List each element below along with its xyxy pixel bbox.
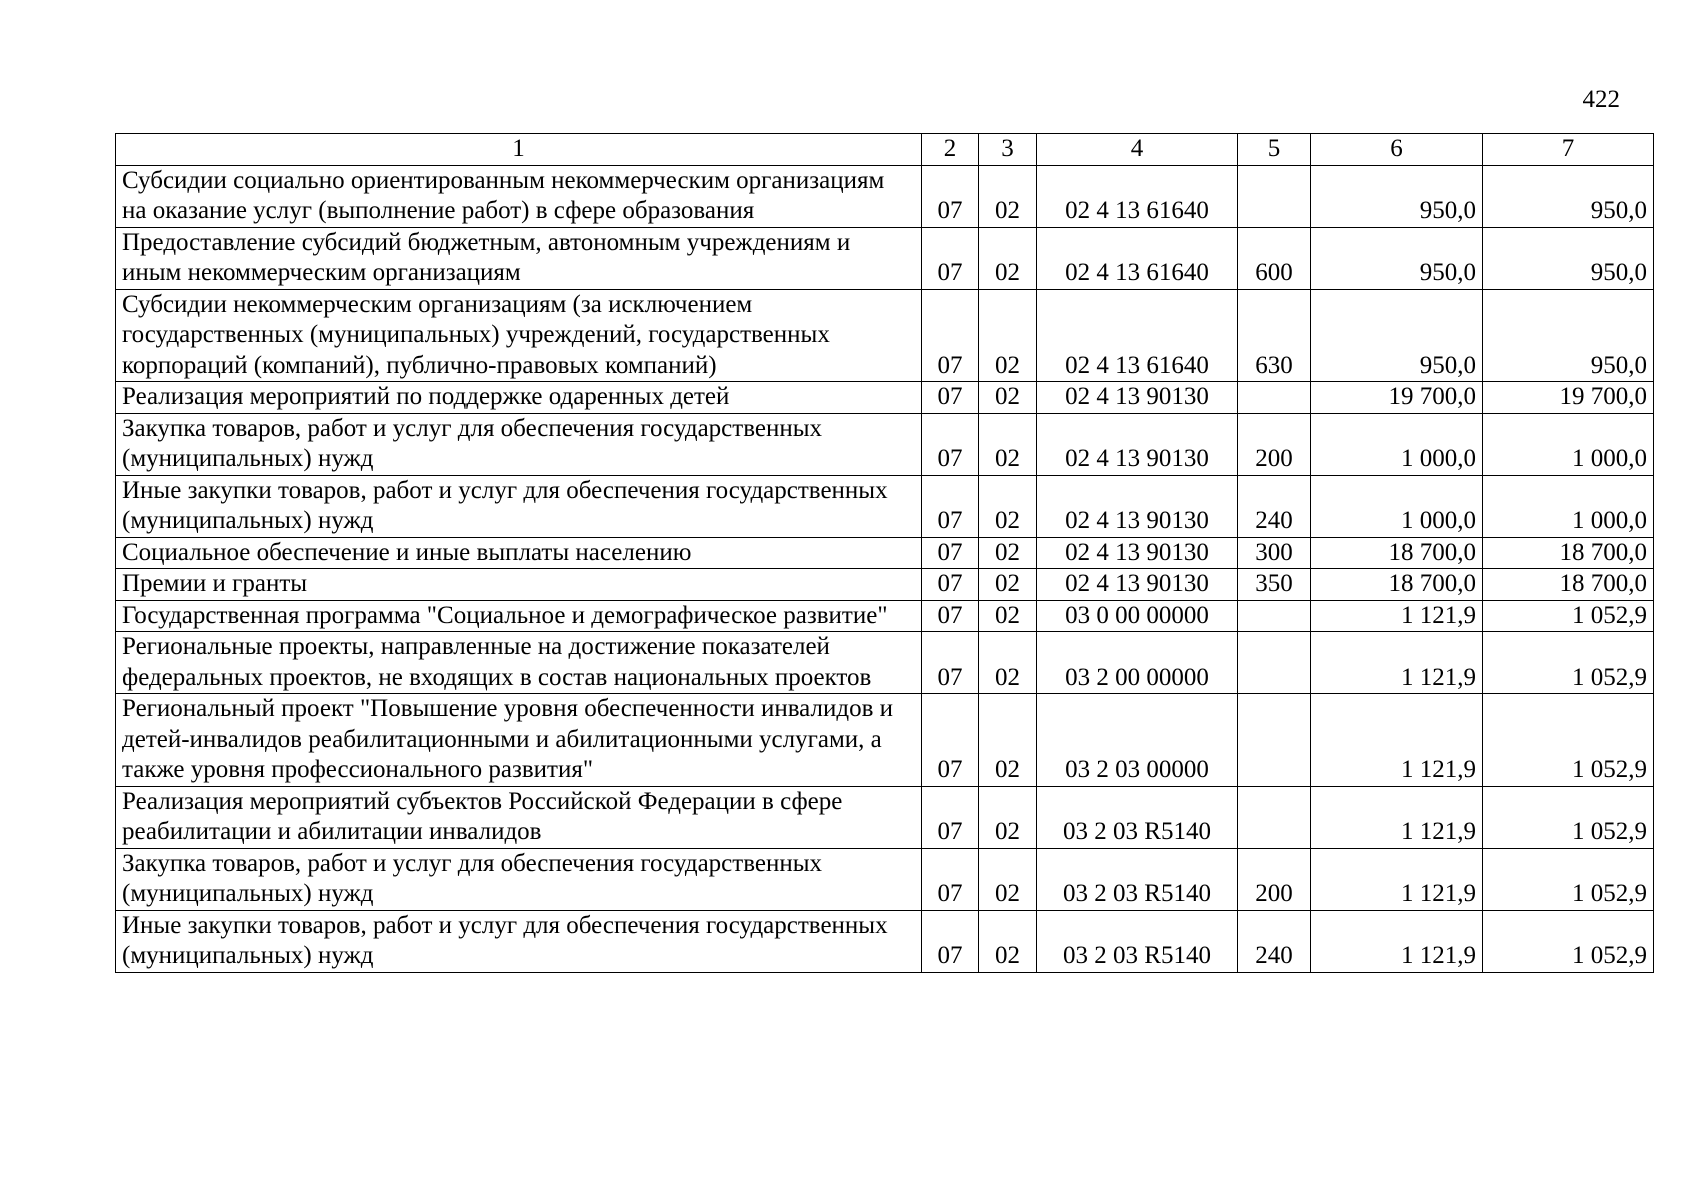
table-row [116,537,1654,569]
expense-type-cell: 240 [1238,910,1311,972]
amount-col6-cell: 1 121,9 [1311,694,1483,787]
section-code-cell: 07 [922,910,979,972]
page-number: 422 [1582,86,1620,113]
target-article-cell: 02 4 13 90130 [1037,475,1238,537]
expense-type-cell [1238,600,1311,632]
row-name-cell: Предоставление субсидий бюджетным, автономным учреждениям и иным некоммерческим организациям [116,227,922,289]
target-article-cell: 02 4 13 61640 [1037,289,1238,382]
expense-type-cell: 630 [1238,289,1311,382]
column-header-3: 3 [979,134,1037,166]
target-article-cell: 03 2 00 00000 [1037,632,1238,694]
section-code-cell: 07 [922,632,979,694]
column-header-2: 2 [922,134,979,166]
amount-col7-cell: 1 052,9 [1483,694,1654,787]
row-name-cell: Региональные проекты, направленные на достижение показателей федеральных проектов, не входящих в состав национальных проектов [116,632,922,694]
amount-col7-cell: 18 700,0 [1483,569,1654,601]
table-row [116,165,1654,227]
subsection-code-cell: 02 [979,165,1037,227]
amount-col6-cell: 19 700,0 [1311,382,1483,414]
expense-type-cell [1238,786,1311,848]
row-name-cell: Субсидии некоммерческим организациям (за исключением государственных (муниципальных) учреждений, государственных корпораций (компаний), публично-правовых компаний) [116,289,922,382]
expense-type-cell: 200 [1238,848,1311,910]
amount-col7-cell: 1 052,9 [1483,910,1654,972]
target-article-cell: 02 4 13 90130 [1037,537,1238,569]
target-article-cell: 03 0 00 00000 [1037,600,1238,632]
section-code-cell: 07 [922,600,979,632]
table-row [116,632,1654,694]
target-article-cell: 03 2 03 R5140 [1037,786,1238,848]
row-name-cell: Премии и гранты [116,569,922,601]
target-article-cell: 03 2 03 R5140 [1037,910,1238,972]
row-name-cell: Реализация мероприятий субъектов Российской Федерации в сфере реабилитации и абилитации инвалидов [116,786,922,848]
table-row [116,382,1654,414]
amount-col7-cell: 18 700,0 [1483,537,1654,569]
expense-type-cell [1238,382,1311,414]
section-code-cell: 07 [922,413,979,475]
section-code-cell: 07 [922,848,979,910]
amount-col7-cell: 1 000,0 [1483,413,1654,475]
target-article-cell: 02 4 13 90130 [1037,413,1238,475]
expense-type-cell: 240 [1238,475,1311,537]
amount-col6-cell: 950,0 [1311,165,1483,227]
section-code-cell: 07 [922,569,979,601]
section-code-cell: 07 [922,537,979,569]
column-header-1: 1 [116,134,922,166]
amount-col6-cell: 1 121,9 [1311,632,1483,694]
table-row [116,475,1654,537]
table-row [116,227,1654,289]
row-name-cell: Иные закупки товаров, работ и услуг для обеспечения государственных (муниципальных) нужд [116,475,922,537]
budget-table [115,133,1654,973]
amount-col6-cell: 1 121,9 [1311,910,1483,972]
amount-col7-cell: 1 000,0 [1483,475,1654,537]
row-name-cell: Закупка товаров, работ и услуг для обеспечения государственных (муниципальных) нужд [116,413,922,475]
expense-type-cell: 200 [1238,413,1311,475]
column-header-6: 6 [1311,134,1483,166]
section-code-cell: 07 [922,694,979,787]
section-code-cell: 07 [922,165,979,227]
expense-type-cell [1238,694,1311,787]
amount-col6-cell: 1 121,9 [1311,848,1483,910]
table-row [116,694,1654,787]
section-code-cell: 07 [922,382,979,414]
subsection-code-cell: 02 [979,413,1037,475]
amount-col6-cell: 950,0 [1311,227,1483,289]
amount-col6-cell: 1 000,0 [1311,413,1483,475]
amount-col7-cell: 1 052,9 [1483,632,1654,694]
table-row [116,413,1654,475]
row-name-cell: Реализация мероприятий по поддержке одаренных детей [116,382,922,414]
table-row [116,600,1654,632]
amount-col7-cell: 950,0 [1483,165,1654,227]
expense-type-cell: 300 [1238,537,1311,569]
subsection-code-cell: 02 [979,632,1037,694]
row-name-cell: Социальное обеспечение и иные выплаты населению [116,537,922,569]
amount-col6-cell: 1 000,0 [1311,475,1483,537]
amount-col7-cell: 1 052,9 [1483,786,1654,848]
expense-type-cell: 350 [1238,569,1311,601]
subsection-code-cell: 02 [979,786,1037,848]
amount-col6-cell: 1 121,9 [1311,786,1483,848]
expense-type-cell [1238,632,1311,694]
amount-col6-cell: 18 700,0 [1311,569,1483,601]
amount-col6-cell: 950,0 [1311,289,1483,382]
column-header-5: 5 [1238,134,1311,166]
section-code-cell: 07 [922,475,979,537]
section-code-cell: 07 [922,289,979,382]
amount-col7-cell: 19 700,0 [1483,382,1654,414]
column-header-4: 4 [1037,134,1238,166]
row-name-cell: Государственная программа "Социальное и демографическое развитие" [116,600,922,632]
target-article-cell: 02 4 13 90130 [1037,382,1238,414]
table-row [116,848,1654,910]
table-row [116,289,1654,382]
subsection-code-cell: 02 [979,910,1037,972]
target-article-cell: 03 2 03 00000 [1037,694,1238,787]
row-name-cell: Иные закупки товаров, работ и услуг для обеспечения государственных (муниципальных) нужд [116,910,922,972]
row-name-cell: Региональный проект "Повышение уровня обеспеченности инвалидов и детей-инвалидов реабилитационными и абилитационными услугами, а также уровня профессионального развития" [116,694,922,787]
section-code-cell: 07 [922,227,979,289]
subsection-code-cell: 02 [979,382,1037,414]
expense-type-cell: 600 [1238,227,1311,289]
amount-col7-cell: 1 052,9 [1483,848,1654,910]
subsection-code-cell: 02 [979,848,1037,910]
amount-col6-cell: 18 700,0 [1311,537,1483,569]
subsection-code-cell: 02 [979,537,1037,569]
table-row [116,569,1654,601]
target-article-cell: 02 4 13 90130 [1037,569,1238,601]
subsection-code-cell: 02 [979,569,1037,601]
subsection-code-cell: 02 [979,289,1037,382]
row-name-cell: Закупка товаров, работ и услуг для обеспечения государственных (муниципальных) нужд [116,848,922,910]
amount-col7-cell: 950,0 [1483,289,1654,382]
amount-col7-cell: 1 052,9 [1483,600,1654,632]
table-body [116,165,1654,972]
subsection-code-cell: 02 [979,694,1037,787]
table-row [116,910,1654,972]
row-name-cell: Субсидии социально ориентированным некоммерческим организациям на оказание услуг (выполнение работ) в сфере образования [116,165,922,227]
subsection-code-cell: 02 [979,475,1037,537]
section-code-cell: 07 [922,786,979,848]
target-article-cell: 03 2 03 R5140 [1037,848,1238,910]
target-article-cell: 02 4 13 61640 [1037,165,1238,227]
amount-col7-cell: 950,0 [1483,227,1654,289]
expense-type-cell [1238,165,1311,227]
subsection-code-cell: 02 [979,227,1037,289]
column-header-7: 7 [1483,134,1654,166]
table-row [116,786,1654,848]
header-row [116,134,1654,166]
target-article-cell: 02 4 13 61640 [1037,227,1238,289]
subsection-code-cell: 02 [979,600,1037,632]
amount-col6-cell: 1 121,9 [1311,600,1483,632]
